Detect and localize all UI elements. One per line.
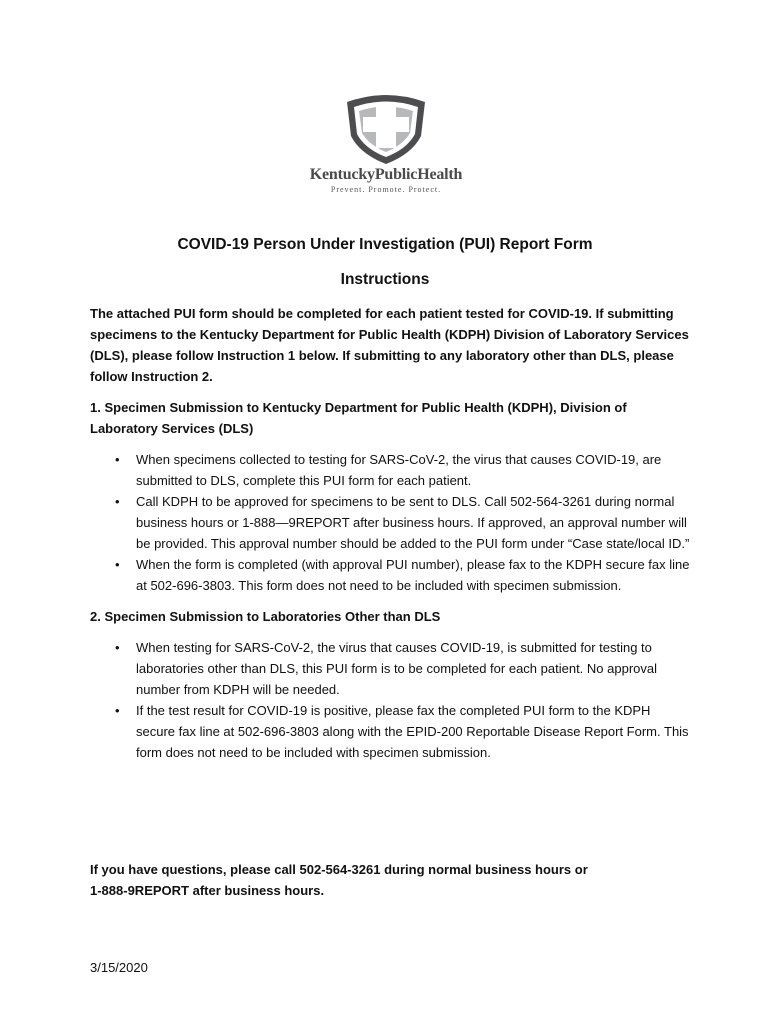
contact-line-2: 1-888-9REPORT after business hours. bbox=[90, 883, 325, 898]
list-item: • When specimens collected to testing for SARS-CoV-2, the virus that causes COVID-19, are submitted to DLS, complete this PUI form for each patient. bbox=[90, 449, 690, 491]
list-item: • When the form is completed (with approval PUI number), please fax to the KDPH secure fax line at 502-696-3803. This form does not need to be included with specimen submission. bbox=[90, 554, 690, 596]
shield-cross-icon bbox=[286, 92, 486, 166]
contact-note bbox=[90, 859, 690, 901]
list-item: • When testing for SARS-CoV-2, the virus that causes COVID-19, is submitted for testing to laboratories other than DLS, this PUI form is to be completed for each patient. No approval number from KDPH will be needed. bbox=[90, 637, 690, 700]
instructions-body bbox=[90, 303, 690, 773]
list-item: • Call KDPH to be approved for specimens to be sent to DLS. Call 502-564-3261 during normal business hours or 1-888—9REPORT after business hours. If approved, an approval number will be provided. This approval number should be added to the PUI form under “Case state/local ID.” bbox=[90, 491, 690, 554]
intro-paragraph: The attached PUI form should be completed for each patient tested for COVID-19. If submitting specimens to the Kentucky Department for Public Health (KDPH) Division of Laboratory Services (DLS), please follow Instruction 1 below. If submitting to any laboratory other than DLS, please follow Instruction 2. bbox=[90, 306, 689, 384]
contact-line-1: If you have questions, please call 502-564-3261 during normal business hours or bbox=[90, 862, 588, 877]
document-date: 3/15/2020 bbox=[90, 960, 148, 975]
kentucky-public-health-logo bbox=[286, 92, 486, 202]
form-title: COVID-19 Person Under Investigation (PUI) Report Form bbox=[177, 236, 593, 253]
logo-tagline: Prevent. Promote. Protect. bbox=[330, 185, 442, 194]
section-2-heading: 2. Specimen Submission to Laboratories Other than DLS bbox=[90, 609, 441, 624]
section-1-list bbox=[90, 449, 690, 596]
list-item: • If the test result for COVID-19 is positive, please fax the completed PUI form to the KDPH secure fax line at 502-696-3803 along with the EPID-200 Reportable Disease Report Form. This form does not need to be included with specimen submission. bbox=[90, 700, 690, 763]
logo-wordmark: KentuckyPublicHealth bbox=[309, 166, 463, 183]
section-2-list bbox=[90, 637, 690, 763]
section-1-heading: 1. Specimen Submission to Kentucky Department for Public Health (KDPH), Division of Laboratory Services (DLS) bbox=[90, 400, 627, 436]
instructions-heading: Instructions bbox=[340, 271, 430, 288]
